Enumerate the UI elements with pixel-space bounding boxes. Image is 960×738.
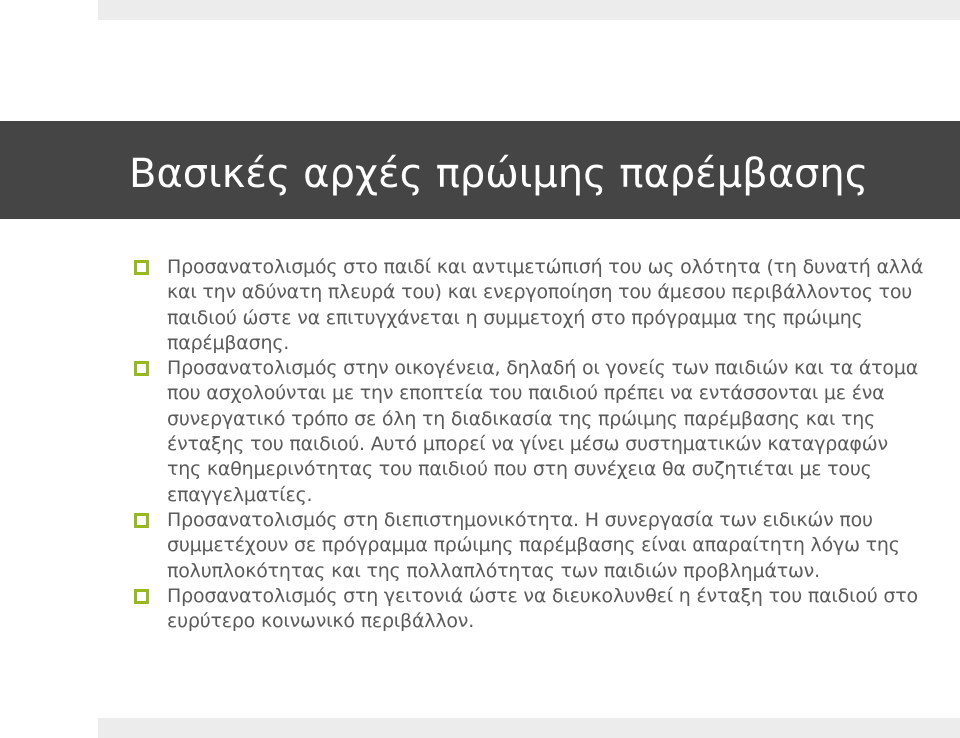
bullet-text: Προσανατολισμός στη διεπιστημονικότητα. Η συνεργασία των ειδικών που συμμετέχουν σε πρόγραμμα πρώιμης παρέμβασης είναι απαραίτητη λόγω της πολυπλοκότητας και της πολλαπλότητας των παιδιών προβλημάτων. <box>167 508 900 582</box>
bullet-text: Προσανατολισμός στο παιδί και αντιμετώπισή του ως ολότητα (τη δυνατή αλλά και την αδύνατη πλευρά του) και ενεργοποίηση του άμεσου περιβάλλοντος του παιδιού ώστε να επιτυγχάνεται η συμμετοχή στο πρόγραμμα της πρώιμης παρέμβασης. <box>167 256 924 354</box>
bottom-decorative-band <box>98 718 960 738</box>
bullet-text: Προσανατολισμός στην οικογένεια, δηλαδή οι γονείς των παιδιών και τα άτομα που ασχολούνται με την εποπτεία του παιδιού πρέπει να εντάσσονται με ένα συνεργατικό τρόπο σε όλη τη διαδικασία της πρώιμης παρέμβασης και της ένταξης του παιδιού. Αυτό μπορεί να γίνει μέσω συστηματικών καταγραφών της καθημερινότητας του παιδιού που στη συνέχεια θα συζητιέται με τους επαγγελματίες. <box>167 357 919 506</box>
bullet-text: Προσανατολισμός στη γειτονιά ώστε να διευκολυνθεί η ένταξη του παιδιού στο ευρύτερο κοινωνικό περιβάλλον. <box>167 584 918 633</box>
top-decorative-band <box>98 0 960 20</box>
square-bullet-icon <box>134 260 149 275</box>
square-bullet-icon <box>134 513 149 528</box>
square-bullet-icon <box>134 361 149 376</box>
bullet-item <box>134 356 924 508</box>
bullet-item <box>134 584 924 635</box>
bullet-item <box>134 508 924 584</box>
slide-title: Βασικές αρχές πρώιμης παρέμβασης <box>129 151 869 197</box>
square-bullet-icon <box>134 589 149 604</box>
bullet-item <box>134 255 924 356</box>
bullet-list <box>134 255 924 634</box>
